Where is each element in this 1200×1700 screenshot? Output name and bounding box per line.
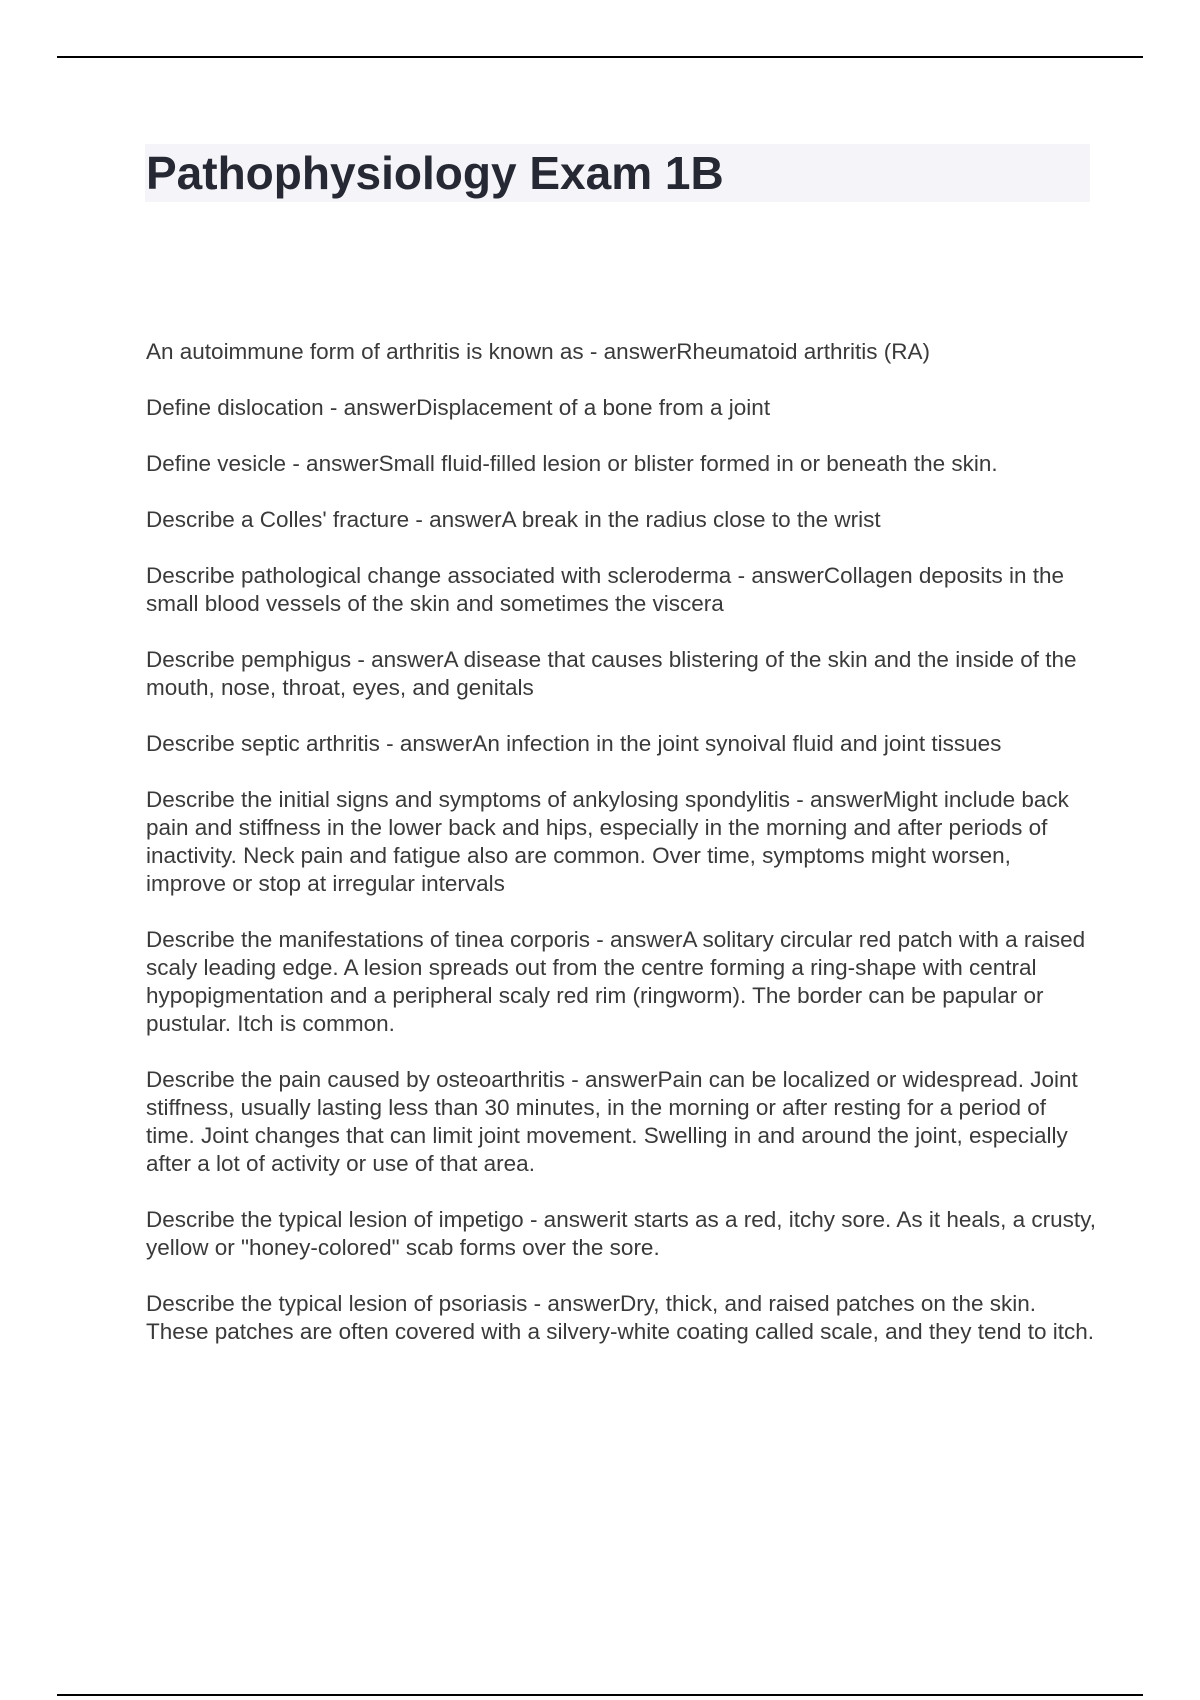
qa-item: Describe the pain caused by osteoarthritis - answerPain can be localized or widespread. Joint stiffness, usually lasting less than 30 minutes, in the morning or after resting for a period of time. Joint changes that can limit joint movement. Swelling in and around the joint, especially after a lot of activity or use of that area.: [146, 1067, 1078, 1176]
qa-item: Describe the manifestations of tinea corporis - answerA solitary circular red patch with a raised scaly leading edge. A lesion spreads out from the centre forming a ring-shape with central hypopigmentation and a peripheral scaly red rim (ringworm). The border can be papular or pustular. Itch is common.: [146, 927, 1086, 1036]
bottom-divider: [57, 1694, 1143, 1696]
qa-item: An autoimmune form of arthritis is known as - answerRheumatoid arthritis (RA): [146, 339, 931, 364]
qa-item: Describe a Colles' fracture - answerA break in the radius close to the wrist: [146, 507, 881, 532]
qa-item: Describe pathological change associated with scleroderma - answerCollagen deposits in the small blood vessels of the skin and sometimes the viscera: [146, 563, 1065, 616]
qa-item: Describe the initial signs and symptoms of ankylosing spondylitis - answerMight include back pain and stiffness in the lower back and hips, especially in the morning and after periods of inactivity. Neck pain and fatigue also are common. Over time, symptoms might worsen, improve or stop at irregular intervals: [146, 787, 1069, 896]
qa-item: Describe pemphigus - answerA disease that causes blistering of the skin and the inside of the mouth, nose, throat, eyes, and genitals: [146, 647, 1077, 700]
qa-list: [146, 338, 1096, 1374]
qa-item: Define dislocation - answerDisplacement of a bone from a joint: [146, 395, 771, 420]
page-title: Pathophysiology Exam 1B: [146, 147, 724, 199]
qa-item: Describe the typical lesion of impetigo - answerit starts as a red, itchy sore. As it heals, a crusty, yellow or "honey-colored" scab forms over the sore.: [146, 1207, 1096, 1260]
qa-item: Define vesicle - answerSmall fluid-filled lesion or blister formed in or beneath the skin.: [146, 451, 998, 476]
top-divider: [57, 56, 1143, 58]
qa-item: Describe the typical lesion of psoriasis - answerDry, thick, and raised patches on the skin. These patches are often covered with a silvery-white coating called scale, and they tend to itch.: [146, 1291, 1095, 1344]
qa-item: Describe septic arthritis - answerAn infection in the joint synoival fluid and joint tissues: [146, 731, 1002, 756]
